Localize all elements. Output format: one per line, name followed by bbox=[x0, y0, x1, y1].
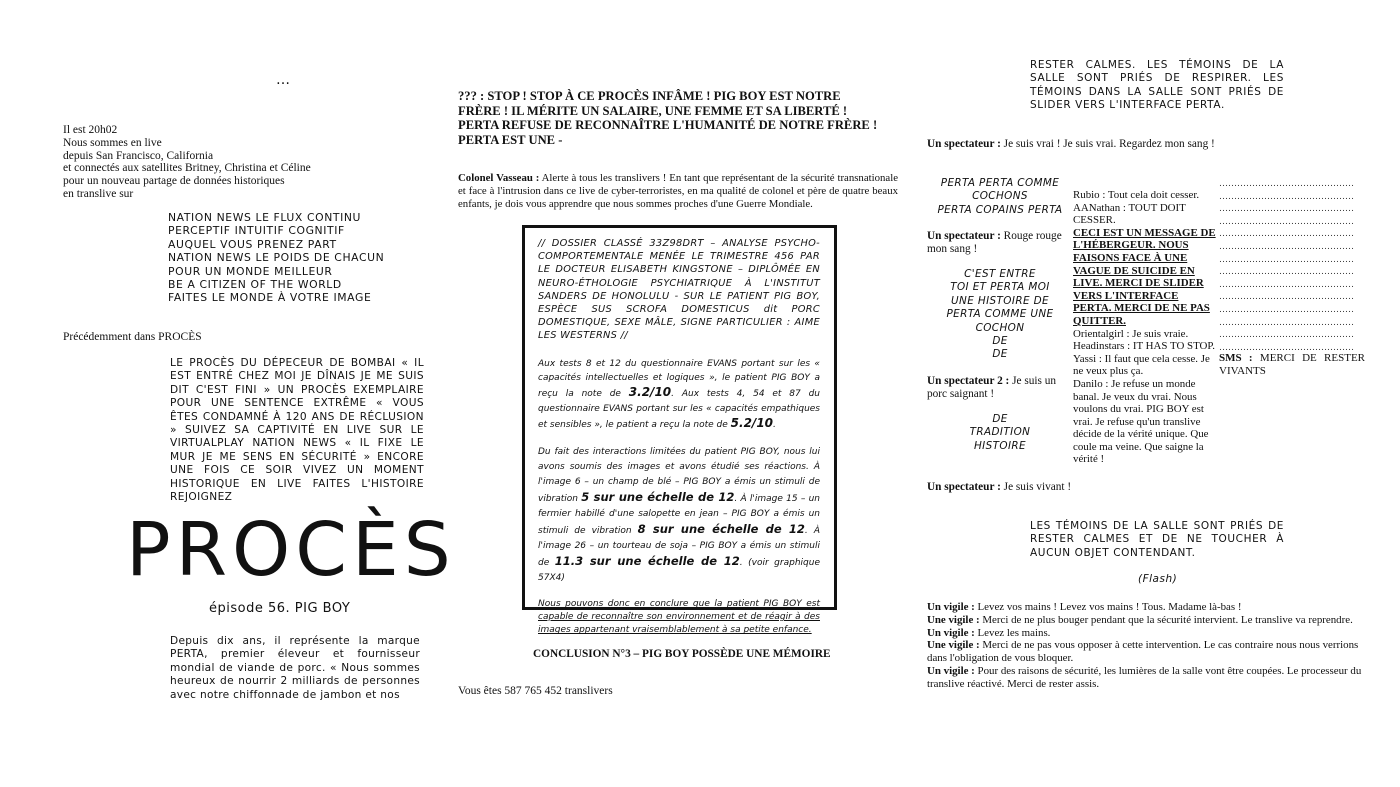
colonel-text: Alerte à tous les translivers ! En tant que représentant de la sécurité transnationale et face à l'intrusion dans ce live de cyber-terroristes, en ma qualité de colonel et père de quatre beaux enfants, je dois vous apprendre que nous sommes proches d'une Guerre Mondiale. bbox=[458, 172, 898, 211]
stimulus-score-3: 11.3 sur une échelle de 12 bbox=[554, 553, 740, 568]
chant-line: C'EST ENTRE bbox=[964, 268, 1036, 280]
spectator-text: Je suis un porc saignant ! bbox=[927, 375, 1057, 401]
evans-text-c: . bbox=[773, 420, 776, 431]
dotted-lines bbox=[1219, 177, 1365, 353]
spectator-text: Je suis vivant ! bbox=[1000, 481, 1072, 493]
slogan-line: PERCEPTIF INTUITIF COGNITIF bbox=[168, 224, 345, 238]
spectator-name: Un spectateur : bbox=[927, 138, 1001, 150]
stimulus-score-2: 8 sur une échelle de 12 bbox=[637, 521, 805, 536]
dotted-line: ……………………………………… bbox=[1219, 203, 1354, 214]
dialogue-line bbox=[927, 601, 1367, 614]
intro-line: Il est 20h02 bbox=[63, 124, 118, 136]
dotted-line: ……………………………………… bbox=[1219, 291, 1354, 302]
dialogue-line bbox=[927, 665, 1367, 691]
bottom-text: Depuis dix ans, il représente la marque PERTA, premier éleveur et fournisseur mondial de viande de porc. « Nous sommes heureux de nourrir 2 milliards de personnes avec notre chiffonnade de jambon et nos bbox=[170, 635, 420, 701]
chant-line: PERTA PERTA COMME bbox=[940, 177, 1060, 189]
images-text-b: . À l'image 15 – un fermier habillé d'une salopette en jean – PIG BOY a émis un stimuli de vibration bbox=[538, 493, 820, 536]
chat-message: Rubio : Tout cela doit cesser. bbox=[1073, 189, 1200, 201]
conclusion-heading: CONCLUSION N°3 – PIG BOY POSSÈDE UNE MÉMOIRE bbox=[533, 648, 831, 660]
chant-block-2 bbox=[927, 268, 1073, 362]
dotted-line: ……………………………………… bbox=[1219, 316, 1354, 327]
dotted-line: ……………………………………… bbox=[1219, 253, 1354, 264]
intro-line: et connectés aux satellites Britney, Christina et Céline bbox=[63, 162, 311, 175]
speaker-text: Pour des raisons de sécurité, les lumières de la salle vont être coupées. Le processeur du translive réactivé. Merci de rester assis. bbox=[927, 664, 1362, 690]
intro-line: depuis San Francisco, California bbox=[63, 149, 214, 162]
chant-line: DE bbox=[992, 335, 1008, 348]
colonel-name: Colonel Vasseau : bbox=[458, 172, 540, 184]
translivers-count: Vous êtes 587 765 452 translivers bbox=[458, 685, 613, 697]
flash-cue: (Flash) bbox=[1138, 573, 1178, 585]
chant-line: TOI ET PERTA MOI bbox=[950, 281, 1050, 294]
spectator-2-line bbox=[927, 375, 1067, 402]
score-empathy: 5.2/10 bbox=[730, 416, 774, 431]
previously-text: LE PROCÈS DU DÉPECEUR DE BOMBAI « IL EST ENTRÉ CHEZ MOI JE DÎNAIS JE ME SUIS DIT C'EST FINI » UN PROCÈS EXEMPLAIRE POUR UNE SENTENCE EXTRÊME « VOUS ÊTES CONDAMNÉ À 120 ANS DE RÉCLUSION » SUIVEZ SA CAPTIVITÉ EN LIVE SUR LE VIRTUALPLAY NATION NEWS « IL FIXE LE MUR JE ME SENS EN SÉCURITÉ » ENCORE UNE FOIS CE SOIR VIVEZ UN MOMENT HISTORIQUE EN LIVE FAITES L'HISTOIRE REJOIGNEZ bbox=[170, 357, 424, 504]
dotted-line: ……………………………………… bbox=[1219, 178, 1354, 188]
slogan-line: AUQUEL VOUS PRENEZ PART bbox=[168, 237, 337, 251]
speaker-name: Un vigile : bbox=[927, 626, 975, 639]
dotted-line: ……………………………………… bbox=[1219, 240, 1354, 251]
chant-line: DE bbox=[992, 348, 1008, 361]
sms-text: MERCI DE RESTER VIVANTS bbox=[1219, 352, 1366, 377]
slogan-line: NATION NEWS LE FLUX CONTINU bbox=[168, 211, 362, 224]
dossier-header: // DOSSIER CLASSÉ 33Z98DRT – ANALYSE PSYCHO-COMPORTEMENTALE MENÉE LE TRIMESTRE 456 PAR LE DOCTEUR ELISABETH KINGSTONE – DIPLÔMÉE EN NEURO-ÉTHOLOGIE PSYCHIATRIQUE À L'INSTITUT SANDERS DE HONOLULU - SUR LE PATIENT PIG BOY, ESPÈCE SUS SCROFA DOMESTICUS dit PORC DOMESTIQUE, SEXE MÂLE, SIGNE PARTICULIER : AIME LES WESTERNS // bbox=[538, 238, 820, 342]
evans-text-b: . Aux tests 4, 54 et 87 du questionnaire EVANS portant sur les « capacités empathiques et sensibles », le patient a reçu la note de bbox=[538, 389, 821, 431]
sms-label: SMS : bbox=[1219, 352, 1253, 364]
intro-line: pour un nouveau partage de données historiques bbox=[63, 175, 285, 188]
dialogue-line bbox=[927, 614, 1367, 627]
slogan-line: FAITES LE MONDE À VOTRE IMAGE bbox=[168, 291, 372, 305]
chant-line: COCHONS bbox=[972, 190, 1028, 203]
slogan-block bbox=[168, 211, 418, 305]
chant-line: COCHON bbox=[975, 321, 1025, 334]
speaker-name: Un vigile : bbox=[927, 664, 975, 677]
dossier-paragraph-images bbox=[538, 445, 820, 586]
evans-text-a: Aux tests 8 et 12 du questionnaire EVANS portant sur les « capacités intellectuelles et logiques », le patient PIG BOY a reçu la note de bbox=[538, 358, 820, 400]
witness-instructions: LES TÉMOINS DE LA SALLE SONT PRIÉS DE RESTER CALMES ET DE NE TOUCHER À AUCUN OBJET CONTENDANT. bbox=[1030, 520, 1284, 559]
chant-line: UNE HISTOIRE DE bbox=[951, 294, 1049, 307]
dotted-line: ……………………………………… bbox=[1219, 190, 1354, 201]
speaker-text: Merci de ne pas vous opposer à cette intervention. Le cas contraire nous nous verrions dans l'obligation de vous bloquer. bbox=[927, 639, 1359, 665]
chant-block-3 bbox=[927, 413, 1073, 453]
spectator-name: Un spectateur 2 : bbox=[927, 375, 1010, 387]
chat-message: Headinstars : IT HAS TO STOP. bbox=[1073, 340, 1215, 353]
dotted-line: ……………………………………… bbox=[1219, 228, 1354, 239]
dialogue-line bbox=[927, 639, 1367, 665]
live-chat bbox=[1073, 189, 1217, 466]
spectator-rouge bbox=[927, 230, 1067, 257]
slogan-line: NATION NEWS LE POIDS DE CHACUN bbox=[168, 251, 385, 265]
dotted-line: ……………………………………… bbox=[1219, 278, 1354, 289]
dossier-paragraph-evans bbox=[538, 357, 820, 433]
speaker-name: Une vigile : bbox=[927, 613, 980, 626]
top-caps-instructions: RESTER CALMES. LES TÉMOINS DE LA SALLE SONT PRIÉS DE RESPIRER. LES TÉMOINS DANS LA SALLE SONT PRIÉS DE SLIDER VERS L'INTERFACE PERTA. bbox=[1030, 59, 1284, 111]
stimulus-score-1: 5 sur une échelle de 12 bbox=[581, 489, 735, 504]
chant-line: TRADITION bbox=[969, 426, 1031, 439]
colonel-paragraph bbox=[458, 172, 898, 212]
chat-message: Orientalgirl : Je suis vraie. bbox=[1073, 327, 1189, 340]
score-intellect: 3.2/10 bbox=[628, 385, 672, 400]
sms-message bbox=[1219, 352, 1365, 377]
chant-block-1 bbox=[927, 177, 1073, 217]
images-text-a: Du fait des interactions limitées du patient PIG BOY, nous lui avons soumis des images et avons étudié ses réactions. À l'image 6 – un champ de blé – PIG BOY a émis un stimuli de vibration bbox=[538, 446, 820, 504]
spectator-name: Un spectateur : bbox=[927, 481, 1001, 493]
dossier-box bbox=[522, 225, 837, 636]
speaker-name: Une vigile : bbox=[927, 639, 980, 652]
chant-line: PERTA COMME UNE bbox=[946, 308, 1054, 321]
spectator-name: Un spectateur : bbox=[927, 230, 1001, 242]
images-text-c: . À l'image 26 – un tourteau de soja – PIG BOY a émis un stimuli de bbox=[538, 525, 820, 568]
shout-text: ??? : STOP ! STOP À CE PROCÈS INFÂME ! PIG BOY EST NOTRE FRÈRE ! IL MÉRITE UN SALAIRE, UNE FEMME ET SA LIBERTÉ ! PERTA REFUSE DE RECONNAÎTRE L'HUMANITÉ DE NOTRE FRÈRE ! PERTA EST UNE - bbox=[458, 89, 878, 147]
dotted-line: ……………………………………… bbox=[1219, 266, 1354, 277]
spectator-line-3 bbox=[927, 481, 1227, 493]
previously-label: Précédemment dans PROCÈS bbox=[63, 331, 202, 343]
dotted-line: ……………………………………… bbox=[1219, 215, 1354, 226]
chant-line: DE bbox=[992, 413, 1008, 425]
speaker-text: Merci de ne plus bouger pendant que la sécurité intervient. Le translive va reprendre. bbox=[979, 613, 1353, 626]
speaker-text: Levez vos mains ! Levez vos mains ! Tous. Madame là-bas ! bbox=[974, 601, 1242, 613]
episode-subtitle: épisode 56. PIG BOY bbox=[209, 601, 351, 616]
intro-block bbox=[63, 124, 393, 201]
dialogue-line bbox=[927, 627, 1367, 640]
slogan-line: BE A CITIZEN OF THE WORLD bbox=[168, 278, 342, 292]
chant-line: HISTOIRE bbox=[973, 439, 1027, 452]
intro-line: Nous sommes en live bbox=[63, 136, 162, 149]
slogan-line: POUR UN MONDE MEILLEUR bbox=[168, 264, 333, 278]
big-title: PROCÈS bbox=[126, 507, 456, 593]
speaker-text: Levez les mains. bbox=[974, 626, 1051, 639]
chat-message: Yassi : Il faut que cela cesse. Je ne veux plus ça. bbox=[1073, 352, 1210, 378]
ellipsis: … bbox=[276, 72, 290, 88]
dotted-line: ……………………………………… bbox=[1219, 303, 1354, 314]
dossier-conclusion-paragraph: Nous pouvons donc en conclure que la patient PIG BOY est capable de reconnaître son environnement et de réagir à des images appartenant vraisemblablement à sa petite enfance. bbox=[538, 598, 820, 636]
intro-line: en translive sur bbox=[63, 187, 134, 200]
chat-message: Danilo : Je refuse un monde banal. Je veux du vrai. Nous voulons du vrai. PIG BOY est vrai. Je refuse qu'un translive décide de la vérité unique. Que coule ma veine. Que saigne la vérité ! bbox=[1073, 377, 1209, 466]
dotted-line: ……………………………………… bbox=[1219, 329, 1354, 340]
spectator-line-1 bbox=[927, 138, 1367, 150]
images-text-d: . (voir graphique 57X4) bbox=[538, 557, 820, 583]
host-message: CECI EST UN MESSAGE DE L'HÉBERGEUR. NOUS FAISONS FACE À UNE VAGUE DE SUICIDE EN LIVE. MERCI DE SLIDER VERS L'INTERFACE PERTA. MERCI DE NE PAS QUITTER. bbox=[1073, 226, 1216, 327]
chant-line: PERTA COPAINS PERTA bbox=[937, 203, 1063, 216]
speaker-name: Un vigile : bbox=[927, 601, 975, 613]
spectator-text: Rouge rouge mon sang ! bbox=[927, 230, 1062, 256]
dotted-line: ……………………………………… bbox=[1219, 341, 1354, 352]
spectator-text: Je suis vrai ! Je suis vrai. Regardez mon sang ! bbox=[1000, 138, 1215, 150]
chat-message: AANathan : TOUT DOIT CESSER. bbox=[1073, 201, 1186, 227]
security-dialogue bbox=[927, 601, 1367, 691]
